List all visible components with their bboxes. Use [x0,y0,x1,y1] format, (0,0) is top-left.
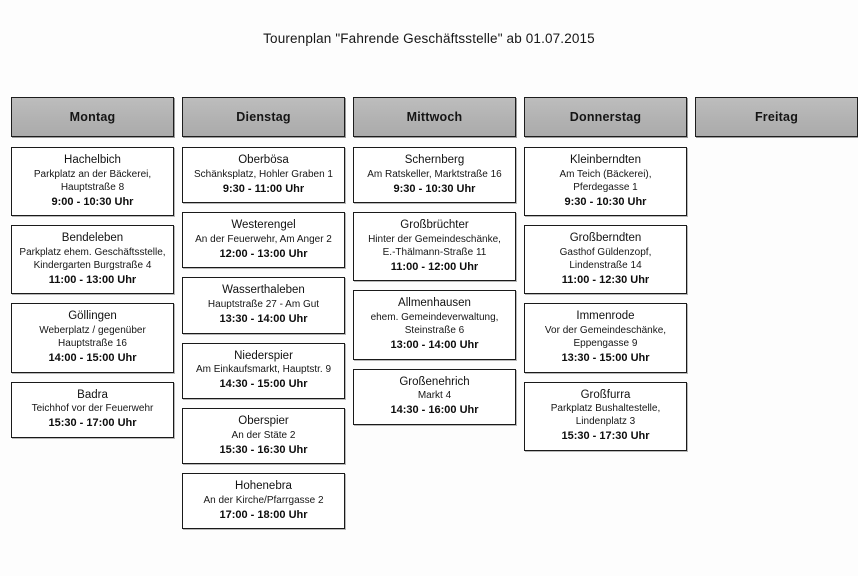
stop-name: Oberspier [238,414,289,427]
stop-name: Niederspier [234,349,293,362]
stop-time: 17:00 - 18:00 Uhr [219,508,308,521]
stop-address-line: Hauptstraße 8 [60,181,125,193]
stop-address-line: Gasthof Güldenzopf, [559,246,652,258]
day-column-dienstag [182,97,345,538]
stop-time: 11:00 - 12:00 Uhr [390,260,479,273]
stop-name: Großenehrich [399,375,470,388]
stop-time: 14:00 - 15:00 Uhr [48,352,137,365]
stop-box[interactable] [11,382,174,438]
day-column-freitag [695,97,858,147]
stop-address-line: Teichhof vor der Feuerwehr [31,403,154,415]
stop-address-line: Schänksplatz, Hohler Graben 1 [194,168,333,180]
stop-name: Göllingen [68,310,117,323]
stop-time: 9:30 - 10:30 Uhr [564,195,647,208]
stop-time: 14:30 - 15:00 Uhr [219,378,308,391]
stop-name: Westerengel [231,219,296,232]
day-header-label: Freitag [754,110,799,124]
stop-name: Großberndten [569,232,642,245]
stop-box[interactable] [524,225,687,294]
stop-address-line: Am Ratskeller, Marktstraße 16 [367,168,502,180]
stop-address-line: Am Teich (Bäckerei), [559,168,652,180]
stop-name: Badra [77,388,108,401]
stop-time: 12:00 - 13:00 Uhr [219,247,308,260]
stop-box[interactable] [182,277,345,333]
stop-box[interactable] [353,369,516,425]
day-header-freitag[interactable] [695,97,858,137]
stop-name: Großbrüchter [400,219,469,232]
stop-address-line: Lindenplatz 3 [575,416,636,428]
stop-address-line: Kindergarten Burgstraße 4 [33,259,152,271]
stop-box[interactable] [11,147,174,216]
day-header-mittwoch[interactable] [353,97,516,137]
tour-plan-grid [11,97,858,538]
stop-time: 11:00 - 12:30 Uhr [561,273,650,286]
page-title: Tourenplan "Fahrende Geschäftsstelle" ab 01.07.2015 [263,31,595,46]
stop-address-line: Steinstraße 6 [404,325,465,337]
stop-address-line: Lindenstraße 14 [569,259,642,271]
stop-box[interactable] [524,147,687,216]
stop-address-line: Markt 4 [417,390,452,402]
stop-address-line: Hauptstraße 16 [58,338,127,350]
stop-time: 15:30 - 16:30 Uhr [219,443,308,456]
stop-name: Immenrode [576,310,635,323]
stop-name: Hohenebra [235,480,292,493]
stop-time: 13:30 - 15:00 Uhr [561,352,650,365]
day-column-donnerstag [524,97,687,460]
stop-name: Schernberg [404,154,465,166]
stop-name: Allmenhausen [398,297,471,310]
stop-name: Bendeleben [61,232,124,245]
stop-address-line: Hauptstraße 27 - Am Gut [207,299,320,311]
stop-address-line: Weberplatz / gegenüber [39,325,146,337]
day-header-montag[interactable] [11,97,174,137]
day-column-montag [11,97,174,447]
stop-address-line: An der Kirche/Pfarrgasse 2 [203,494,324,506]
day-column-mittwoch [353,97,516,434]
stop-address-line: Parkplatz ehem. Geschäftsstelle, [19,246,166,258]
day-header-donnerstag[interactable] [524,97,687,137]
stop-name: Oberbösa [238,154,289,166]
stop-address-line: An der Stäte 2 [231,429,296,441]
stop-box[interactable] [182,408,345,464]
day-header-label: Donnerstag [569,110,642,124]
day-header-label: Mittwoch [406,110,463,124]
stop-address-line: Parkplatz Bushaltestelle, [550,403,661,415]
stop-box[interactable] [182,343,345,399]
stop-time: 15:30 - 17:30 Uhr [561,430,650,443]
stop-address-line: Eppengasse 9 [573,338,638,350]
stop-box[interactable] [353,212,516,281]
stop-name: Kleinberndten [570,154,641,166]
stop-time: 13:30 - 14:00 Uhr [219,313,308,326]
stop-address-line: Pferdegasse 1 [573,181,638,193]
stop-box[interactable] [524,382,687,451]
stop-address-line: Am Einkaufsmarkt, Hauptstr. 9 [195,364,332,376]
stop-address-line: Vor der Gemeindeschänke, [544,325,667,337]
stop-address-line: Hinter der Gemeindeschänke, [368,233,501,245]
stop-box[interactable] [353,147,516,203]
stop-address-line: ehem. Gemeindeverwaltung, [370,312,499,324]
stop-address-line: Parkplatz an der Bäckerei, [33,168,152,180]
stop-time: 9:00 - 10:30 Uhr [51,195,134,208]
stop-box[interactable] [182,212,345,268]
stop-time: 9:30 - 11:00 Uhr [222,182,305,195]
day-header-label: Dienstag [236,110,291,124]
stop-box[interactable] [182,147,345,203]
stop-name: Großfurra [580,388,631,401]
stop-box[interactable] [182,473,345,529]
stop-box[interactable] [353,290,516,359]
stop-name: Hachelbich [64,154,121,166]
stop-box[interactable] [524,303,687,372]
day-header-dienstag[interactable] [182,97,345,137]
day-header-label: Montag [69,110,116,124]
stop-address-line: E.-Thälmann-Straße 11 [382,246,487,258]
stop-name: Wasserthaleben [222,284,305,297]
stop-time: 11:00 - 13:00 Uhr [48,273,137,286]
stop-time: 15:30 - 17:00 Uhr [48,417,137,430]
stop-box[interactable] [11,225,174,294]
stop-time: 9:30 - 10:30 Uhr [393,182,476,195]
stop-time: 13:00 - 14:00 Uhr [390,339,479,352]
stop-time: 14:30 - 16:00 Uhr [390,404,479,417]
stop-box[interactable] [11,303,174,372]
stop-address-line: An der Feuerwehr, Am Anger 2 [195,233,332,245]
